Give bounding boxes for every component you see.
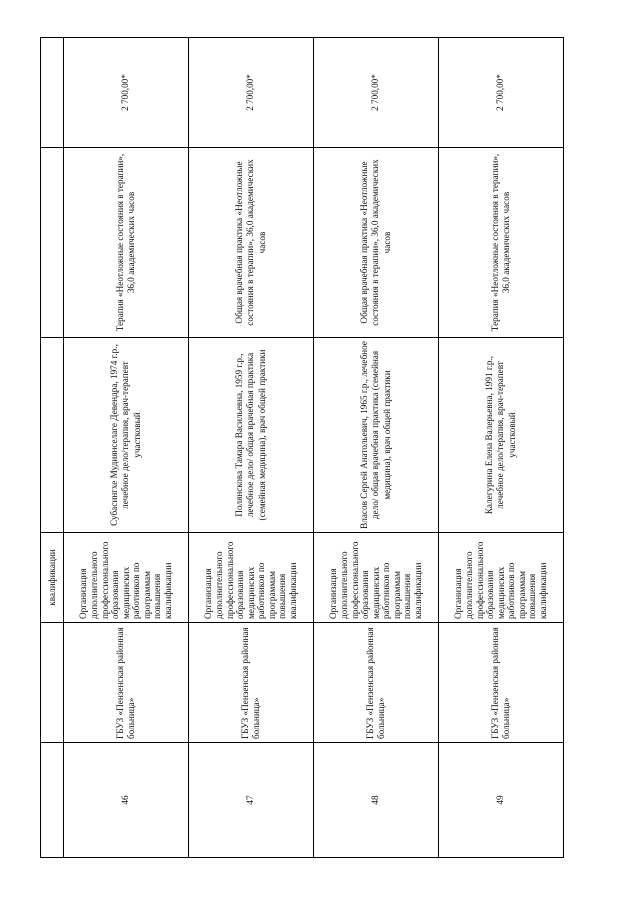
organization-cell: ГБУЗ «Пензенская районная больница» (314, 623, 439, 743)
price-cell: 2 700,00* (439, 38, 564, 148)
program-cell: Организация дополнительного профессионального образования медицинских работников по программам повышения квалификации (314, 533, 439, 623)
price-cell: 2 700,00* (64, 38, 189, 148)
course-cell: Общая врачебная практика «Неотложные состояния в терапии», 36,0 академических часов (189, 148, 314, 338)
organization-cell: ГБУЗ «Пензенская районная больница» (64, 623, 189, 743)
person-cell: Власов Сергей Анатольевич, 1965 г.р., лечебное дело/ общая врачебная практика (семейная медицина), врач общей практики (314, 338, 439, 533)
header-cell-num (41, 743, 64, 858)
header-cell-person (41, 338, 64, 533)
person-cell: Калегурина Елена Валерьевна, 1991 г.р., лечебное дело/терапия, врач-терапевт участковый (439, 338, 564, 533)
person-cell: Полянскова Тамара Васильевна, 1959 г.р., лечебное дело/ общая врачебная практика (семейная медицина), врач общей практики (189, 338, 314, 533)
table-header-strip (41, 38, 64, 858)
header-cell-course (41, 148, 64, 338)
organization-cell: ГБУЗ «Пензенская районная больница» (439, 623, 564, 743)
table-row (64, 38, 189, 858)
row-number: 46 (64, 743, 189, 858)
row-number: 47 (189, 743, 314, 858)
program-cell: Организация дополнительного профессионального образования медицинских работников по программам повышения квалификации (189, 533, 314, 623)
price-cell: 2 700,00* (314, 38, 439, 148)
price-cell: 2 700,00* (189, 38, 314, 148)
person-cell: Субасингхе Мудиянселаге Девендра, 1974 г.р., лечебное дело/терапия, врач-терапевт участковый (64, 338, 189, 533)
rotated-table-container (40, 38, 560, 858)
table-row (314, 38, 439, 858)
program-cell: Организация дополнительного профессионального образования медицинских работников по программам повышения квалификации (439, 533, 564, 623)
header-cell-org (41, 623, 64, 743)
header-cell-prog: квалификации (41, 533, 64, 623)
row-number: 49 (439, 743, 564, 858)
table-row (439, 38, 564, 858)
course-cell: Терапия «Неотложные состояния в терапии», 36,0 академических часов (64, 148, 189, 338)
organization-cell: ГБУЗ «Пензенская районная больница» (189, 623, 314, 743)
training-table (40, 37, 564, 858)
course-cell: Терапия «Неотложные состояния в терапии», 36,0 академических часов (439, 148, 564, 338)
program-cell: Организация дополнительного профессионального образования медицинских работников по программам повышения квалификации (64, 533, 189, 623)
table-row (189, 38, 314, 858)
course-cell: Общая врачебная практика «Неотложные состояния в терапии», 36,0 академических часов (314, 148, 439, 338)
header-cell-price (41, 38, 64, 148)
row-number: 48 (314, 743, 439, 858)
